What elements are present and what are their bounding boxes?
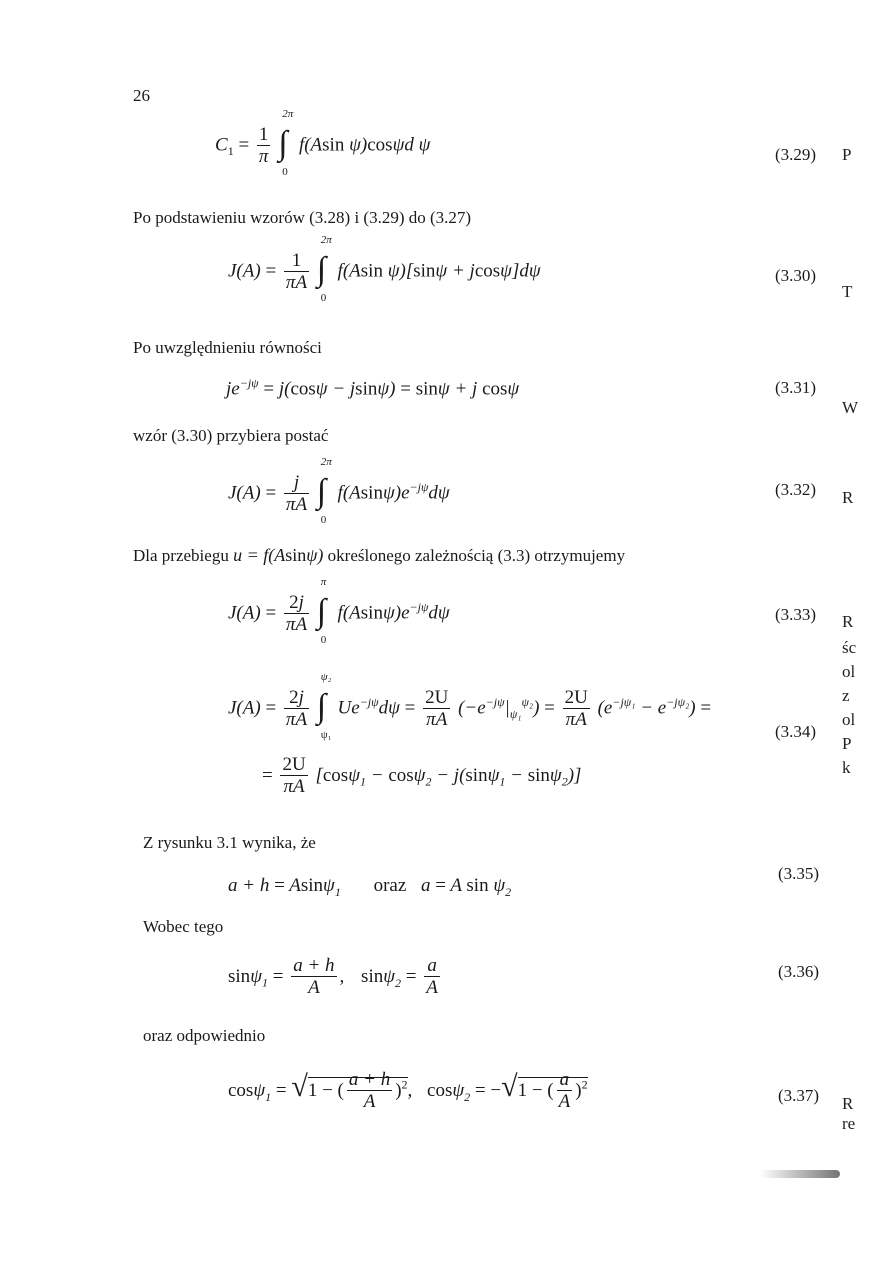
oraz-word: oraz [373, 875, 407, 896]
equation-number-3-37: (3.37) [778, 1086, 820, 1105]
paragraph-respectively: oraz odpowiednio [143, 1026, 266, 1045]
equation-3-34-line-2: = $\frac{2U}{\pi A}$ [cosψ$_1$ − cosψ$_2$ − j(sinψ$_1$ − sinψ$_2$)] [262, 754, 582, 797]
equation-number-3-33: (3.33) [775, 605, 817, 624]
paragraph-therefore: Wobec tego [143, 917, 224, 936]
equation-number-3-32: (3.32) [775, 480, 817, 499]
margin-fragment: śc [842, 638, 857, 657]
equation-3-31: $je^{-j\psi} = j(\cos\psi - jsin\psi) = \sin\psi + j$ cosψ [226, 376, 520, 400]
equation-3-33: J(A) = $\frac{2j}{\pi A}$ π ∫ 0 $f(Asin\psi)e^{-j\psi}d\psi$ [228, 576, 450, 646]
equation-number-3-36: (3.36) [778, 962, 820, 981]
paragraph-from-figure: Z rysunku 3.1 wynika, że [143, 833, 316, 852]
equation-3-29: $C_1$ = $\frac{1}{\pi}$ 2π ∫ 0 f(Asin ψ)cosψd ψ [215, 108, 431, 178]
margin-fragment: T [842, 282, 853, 301]
margin-fragment: re [842, 1114, 856, 1133]
margin-fragment: R [842, 488, 854, 507]
equation-3-30: J(A) = $\frac{1}{\pi A}$ 2π ∫ 0 f(Asin ψ)[sinψ + jcosψ]dψ [228, 234, 541, 304]
paragraph-substitution: Po podstawieniu wzorów (3.28) i (3.29) do (3.27) [133, 208, 472, 227]
waveform-intro: Dla przebiegu [133, 546, 229, 565]
margin-fragment: ol [842, 710, 856, 729]
equation-3-34-line-1: J(A) = $\frac{2j}{\pi A}$ ψ₂ ∫ ψ₁ $Ue^{-j\psi}d\psi$ = $\frac{2U}{\pi A}$ $(-e^{-j\psi}|_{\psi_1}^{\psi_2})$ = $\frac{2U}{\pi A}$ $(e^{-j\psi_1} - e^{-j\psi_2})$ = [228, 671, 712, 741]
waveform-tail: określonego zależnością (3.3) otrzymujemy [327, 546, 626, 565]
paragraph-waveform [133, 545, 625, 566]
equation-3-35: a + h = Asinψ$_1$ oraz a = A $\sin \psi_2$ [228, 875, 512, 899]
page-number: 26 [133, 86, 150, 105]
margin-fragment: W [842, 398, 859, 417]
margin-fragment: P [842, 734, 852, 753]
margin-fragment: P [842, 145, 852, 164]
margin-fragment: R [842, 612, 854, 631]
margin-fragment: R [842, 1094, 854, 1113]
margin-fragment: z [842, 686, 850, 705]
equation-3-36: sinψ$_1$ = $\frac{a + h}{A}$ , sinψ$_2$ = $\frac{a}{A}$ [228, 955, 438, 998]
equation-3-37: cosψ$_1$ = √1 − ( $\frac{a + h}{A}$ )$^2$, cosψ$_2$ = −√1 − ( $\frac{a}{A}$ )$^2$ [228, 1069, 588, 1113]
equation-number-3-30: (3.30) [775, 266, 817, 285]
margin-fragment: ol [842, 662, 856, 681]
equation-3-32: J(A) = $\frac{j}{\pi A}$ 2π ∫ 0 $f(Asin\psi)e^{-j\psi}d\psi$ [228, 456, 450, 526]
waveform-formula: u = f(Asinψ) [233, 545, 324, 565]
paragraph-considering: Po uwzględnieniu równości [133, 338, 322, 357]
paragraph-takes-form: wzór (3.30) przybiera postać [133, 426, 329, 445]
equation-number-3-35: (3.35) [778, 864, 820, 883]
margin-fragment: k [842, 758, 851, 777]
equation-number-3-31: (3.31) [775, 378, 817, 397]
equation-number-3-29: (3.29) [775, 145, 817, 164]
equation-number-3-34: (3.34) [775, 722, 817, 741]
scan-smudge [760, 1170, 840, 1178]
